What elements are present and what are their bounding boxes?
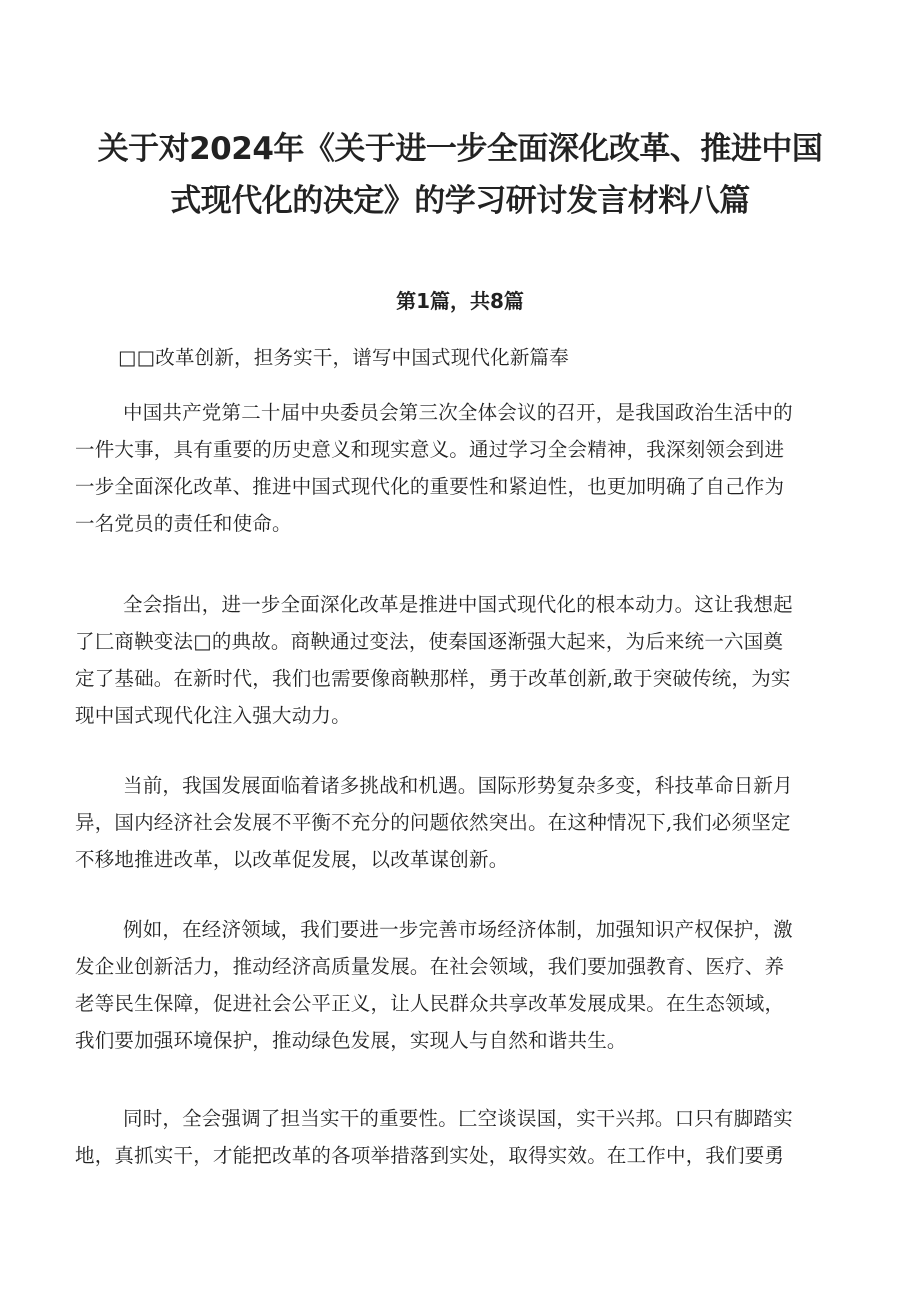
text-line: 一名党员的责任和使命。	[75, 512, 292, 535]
text-line: 同时，全会强调了担当实干的重要性。匚空谈误国，实干兴邦。口只有脚踏实	[123, 1107, 793, 1130]
text-line: 老等民生保障，促进社会公平正义，让人民群众共享改革发展成果。在生态领域，	[75, 992, 785, 1015]
text-line: 现中国式现代化注入强大动力。	[75, 704, 351, 727]
text-line: 当前，我国发展面临着诸多挑战和机遇。国际形势复杂多变，科技革命日新月	[123, 774, 793, 797]
text-line: 定了基础。在新时代，我们也需要像商鞅那样，勇于改革创新,敢于突破传统，为实	[75, 667, 791, 690]
section-subtitle: 第1篇，共8篇	[396, 289, 524, 313]
text-line: 了匚商鞅变法□的典故。商鞅通过变法，使秦国逐渐强大起来，为后来统一六国奠	[75, 630, 784, 653]
text-line: 不移地推进改革，以改革促发展，以改革谋创新。	[75, 848, 509, 871]
text-line: 全会指出，进一步全面深化改革是推进中国式现代化的根本动力。这让我想起	[123, 593, 793, 616]
text-line: 例如，在经济领域，我们要进一步完善市场经济体制，加强知识产权保护，激	[123, 918, 793, 941]
document-title-line-2: 式现代化的决定》的学习研讨发言材料八篇	[170, 183, 750, 219]
text-line: 地，真抓实干，才能把改革的各项举措落到实处，取得实效。在工作中，我们要勇	[75, 1144, 785, 1167]
text-line: □□改革创新，担务实干，谱写中国式现代化新篇奉	[118, 346, 569, 369]
text-line: 发企业创新活力，推动经济高质量发展。在社会领域，我们要加强教育、医疗、养	[75, 955, 785, 978]
document-title-line-1: 关于对2024年《关于进一步全面深化改革、推进中国	[97, 131, 823, 167]
text-line: 中国共产党第二十届中央委员会第三次全体会议的召开，是我国政治生活中的	[123, 401, 793, 424]
text-line: 一件大事，具有重要的历史意义和现实意义。通过学习全会精神，我深刻领会到进	[75, 438, 785, 461]
text-line: 异，国内经济社会发展不平衡不充分的问题依然突出。在这种情况下,我们必须坚定	[75, 811, 791, 834]
text-line: 一步全面深化改革、推进中国式现代化的重要性和紧迫性，也更加明确了自己作为	[75, 475, 785, 498]
text-line: 我们要加强环境保护，推动绿色发展，实现人与自然和谐共生。	[75, 1029, 627, 1052]
